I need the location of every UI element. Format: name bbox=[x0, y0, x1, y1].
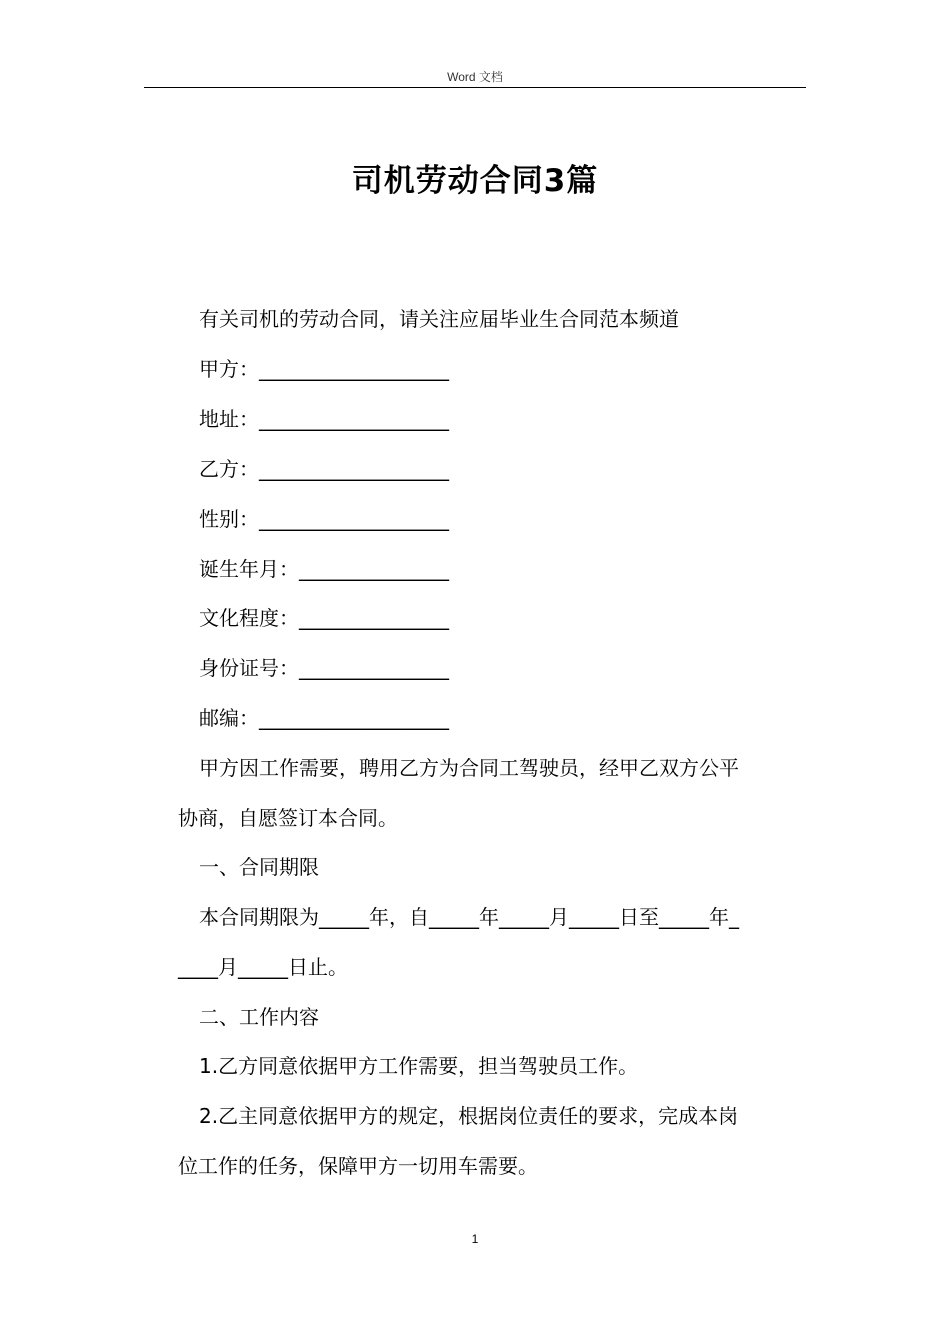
list-item: 1.乙方同意依据甲方工作需要，担当驾驶员工作。 bbox=[199, 1054, 639, 1078]
intro-paragraph: 有关司机的劳动合同，请关注应届毕业生合同范本频道 bbox=[199, 307, 679, 331]
paragraph-line: 位工作的任务，保障甲方一切用车需要。 bbox=[178, 1154, 538, 1178]
paragraph-line: 甲方因工作需要，聘用乙方为合同工驾驶员，经甲乙双方公平 bbox=[199, 756, 739, 780]
paragraph-line: 协商，自愿签订本合同。 bbox=[178, 806, 398, 830]
paragraph-line: ____月_____日止。 bbox=[178, 955, 348, 979]
gender-field: 性别：___________________ bbox=[199, 507, 449, 531]
header-rule bbox=[144, 87, 806, 88]
section-heading: 一、合同期限 bbox=[199, 855, 319, 879]
page-number: 1 bbox=[471, 1232, 479, 1246]
party-b-field: 乙方：___________________ bbox=[199, 457, 449, 481]
postcode-field: 邮编：___________________ bbox=[199, 706, 449, 730]
id-number-field: 身份证号：_______________ bbox=[199, 656, 449, 680]
page-header: Word 文档 bbox=[447, 70, 503, 84]
section-heading: 二、工作内容 bbox=[199, 1005, 319, 1029]
birth-date-field: 诞生年月：_______________ bbox=[199, 557, 449, 581]
education-field: 文化程度：_______________ bbox=[199, 606, 449, 630]
list-item: 2.乙主同意依据甲方的规定，根据岗位责任的要求，完成本岗 bbox=[199, 1104, 739, 1128]
paragraph-line: 本合同期限为_____年，自_____年_____月_____日至_____年_ bbox=[199, 905, 739, 929]
party-a-field: 甲方：___________________ bbox=[199, 357, 449, 381]
address-field: 地址：___________________ bbox=[199, 407, 449, 431]
document-title: 司机劳动合同3篇 bbox=[351, 163, 599, 199]
